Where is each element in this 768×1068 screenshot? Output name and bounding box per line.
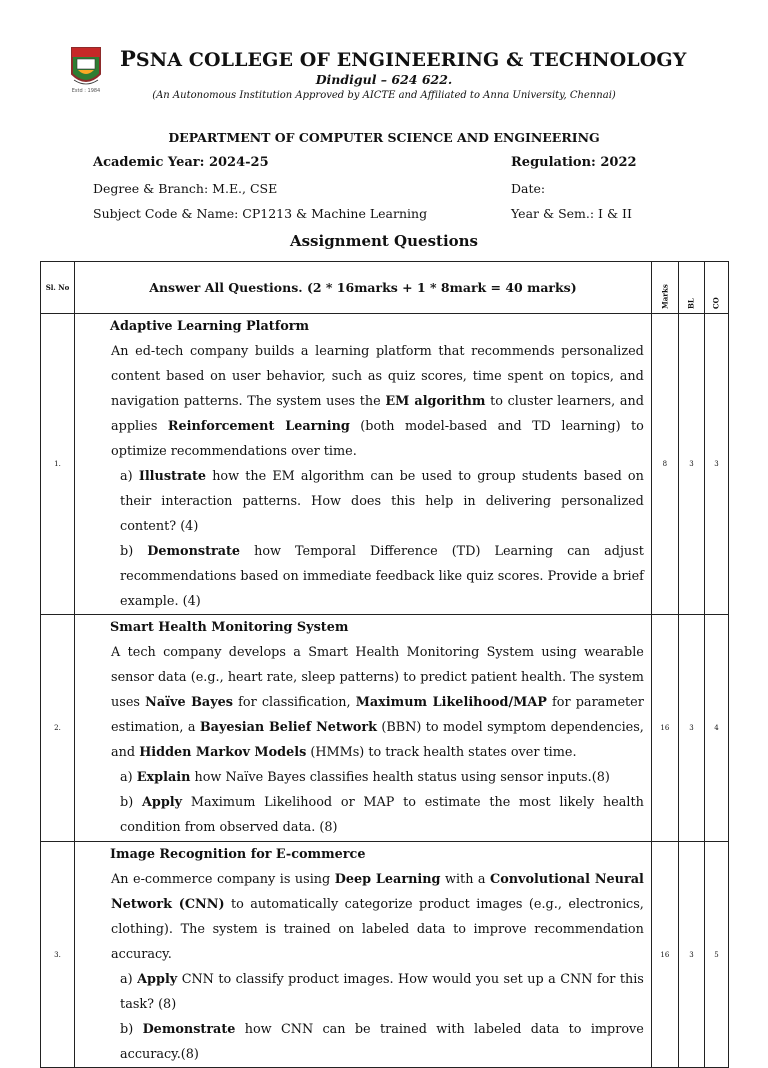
academic-year: Academic Year: 2024-25 (93, 155, 269, 170)
body-text: (HMMs) to track health states over time. (306, 745, 577, 760)
college-city: Dindigul – 624 622. (315, 72, 453, 87)
degree-branch: Degree & Branch: M.E., CSE (93, 181, 278, 196)
logo-estd: Estd : 1984 (71, 88, 101, 94)
body-text: A tech company develops a Smart Health Monitoring System using wearable sensor data (e.g., heart rate, sleep patterns) to predict patient health. The system uses (111, 645, 644, 710)
sub-label: b) (120, 544, 148, 559)
row-bl: 3 (678, 314, 704, 615)
header-bl-label: BL (686, 297, 696, 309)
row-sl-no: 2. (41, 615, 75, 842)
college-initial: P (120, 46, 136, 71)
sub-text: how Temporal Difference (TD) Learning can adjust recommendations based on immediate feedback like quiz scores. Provide a brief example. (4) (120, 544, 644, 609)
question-cell (75, 314, 652, 615)
question-title: Image Recognition for E-commerce (110, 847, 366, 862)
body-bold: Hidden Markov Models (139, 745, 307, 760)
sub-text: how CNN can be trained with labeled data to improve accuracy.(8) (120, 1022, 644, 1062)
question-body (111, 339, 644, 464)
header-marks-label: Marks (660, 283, 670, 309)
sub-verb: Demonstrate (142, 1022, 236, 1037)
body-bold: Deep Learning (334, 872, 441, 887)
assignment-title: Assignment Questions (289, 232, 479, 250)
question-body (111, 867, 644, 967)
sub-verb: Apply (141, 795, 183, 810)
table-row (41, 842, 729, 1068)
row-marks: 16 (651, 615, 678, 842)
body-bold: Reinforcement Learning (167, 419, 350, 434)
row-marks: 16 (651, 842, 678, 1068)
body-bold: Naïve Bayes (145, 695, 234, 710)
body-text: to automatically categorize product images (e.g., electronics, clothing). The system is trained on labeled data to improve recommendation accuracy. (111, 897, 644, 962)
year-semester: Year & Sem.: I & II (511, 206, 632, 221)
college-rest: SNA COLLEGE OF ENGINEERING & TECHNOLOGY (135, 49, 687, 71)
body-text: with a (440, 872, 491, 887)
header-co-label: CO (711, 296, 721, 309)
sub-text: how Naïve Bayes classifies health status using sensor inputs.(8) (190, 770, 610, 785)
regulation: Regulation: 2022 (511, 155, 637, 170)
college-affiliation: (An Autonomous Institution Approved by AICTE and Affiliated to Anna University, Chennai) (152, 90, 616, 101)
sub-text: CNN to classify product images. How would you set up a CNN for this task? (8) (120, 972, 644, 1012)
subquestion-b (111, 1017, 644, 1067)
sub-label: a) (120, 972, 138, 987)
body-text: An ed-tech company builds a learning platform that recommends personalized content based on user behavior, such as quiz scores, time spent on topics, and navigation patterns. The system uses the (111, 344, 644, 409)
row-sl-no: 1. (41, 314, 75, 615)
subject-code-name: Subject Code & Name: CP1213 & Machine Learning (93, 206, 428, 221)
body-text: for classification, (233, 695, 356, 710)
subquestion-a (111, 967, 644, 1017)
sub-text: Maximum Likelihood or MAP to estimate the most likely health condition from observed data. (8) (120, 795, 644, 835)
table-row (41, 615, 729, 842)
sub-verb: Demonstrate (147, 544, 241, 559)
subquestion-b (111, 539, 644, 614)
row-marks: 8 (651, 314, 678, 615)
subquestion-a (111, 765, 644, 790)
subquestion-b (111, 790, 644, 840)
sub-verb: Explain (136, 770, 191, 785)
sub-label: b) (120, 1022, 143, 1037)
department-title: DEPARTMENT OF COMPUTER SCIENCE AND ENGINEERING (168, 130, 600, 145)
college-name (120, 46, 686, 71)
body-text: (BBN) to model symptom dependencies, and (111, 720, 644, 760)
table-header-row (41, 262, 729, 314)
header-marks (651, 262, 678, 314)
row-bl: 3 (678, 615, 704, 842)
body-text: (both model-based and TD learning) to optimize recommendations over time. (111, 419, 644, 459)
body-text: An e-commerce company is using (111, 872, 335, 887)
header-bl (678, 262, 704, 314)
sub-verb: Illustrate (138, 469, 207, 484)
question-cell (75, 842, 652, 1068)
body-bold: Maximum Likelihood/MAP (355, 695, 547, 710)
table-row (41, 314, 729, 615)
question-cell (75, 615, 652, 842)
questions-table (40, 261, 729, 1068)
row-co: 5 (704, 842, 728, 1068)
date-label: Date: (511, 181, 546, 196)
sub-label: a) (120, 469, 139, 484)
question-title: Adaptive Learning Platform (110, 319, 310, 334)
sub-verb: Apply (137, 972, 178, 987)
sub-label: a) (120, 770, 137, 785)
sub-text: how the EM algorithm can be used to group students based on their interaction patterns. How does this help in delivering personalized content? (4) (120, 469, 644, 534)
body-bold: Convolutional Neural Network (CNN) (111, 872, 644, 912)
question-title: Smart Health Monitoring System (110, 620, 349, 635)
header-instruction: Answer All Questions. (2 * 16marks + 1 * 8mark = 40 marks) (75, 262, 652, 314)
row-sl-no: 3. (41, 842, 75, 1068)
body-text: for parameter estimation, a (111, 695, 644, 735)
body-text: to cluster learners, and applies (111, 394, 644, 434)
header-co (704, 262, 728, 314)
row-co: 4 (704, 615, 728, 842)
sub-label: b) (120, 795, 142, 810)
row-co: 3 (704, 314, 728, 615)
body-bold: EM algorithm (385, 394, 486, 409)
header-sl-no: Sl. No (41, 262, 75, 314)
body-bold: Bayesian Belief Network (199, 720, 378, 735)
subquestion-a (111, 464, 644, 539)
question-body (111, 640, 644, 765)
row-bl: 3 (678, 842, 704, 1068)
